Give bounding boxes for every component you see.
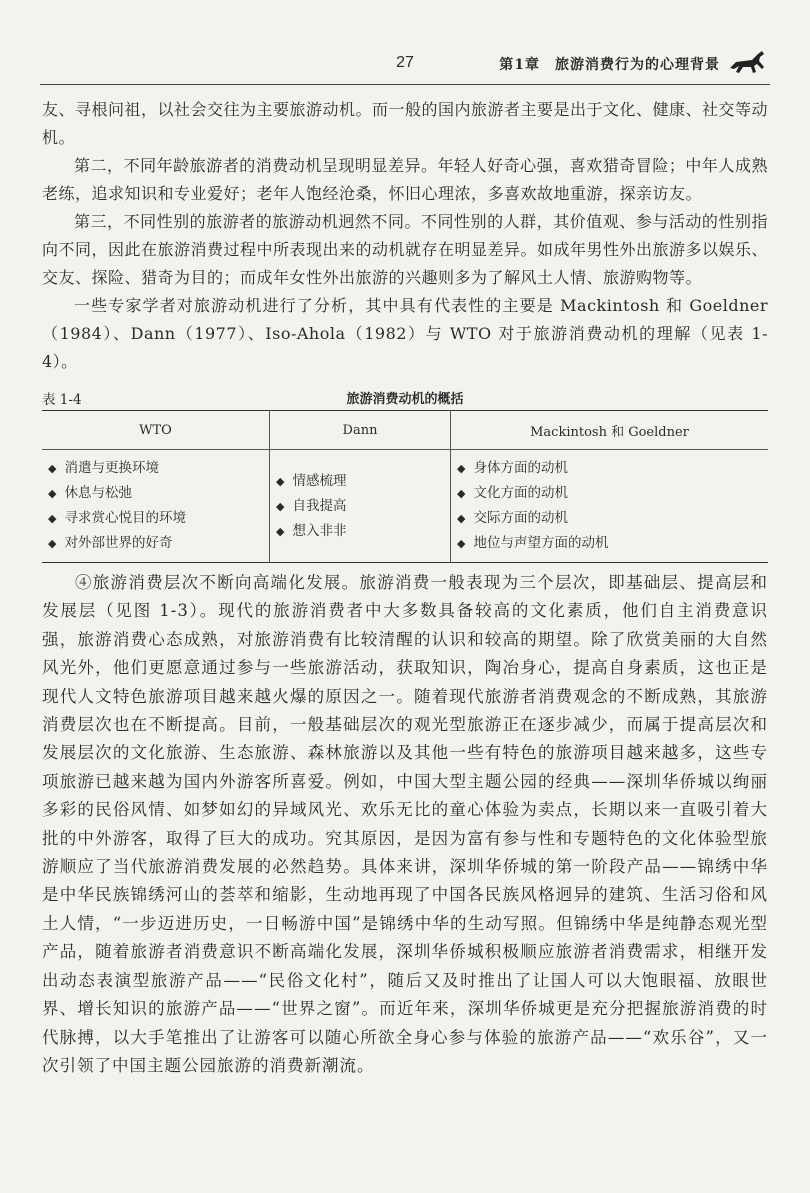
table-label: 表 1-4 (42, 392, 82, 408)
diamond-bullet-icon: ◆ (457, 512, 466, 525)
table-caption (42, 384, 768, 410)
list-item: ◆ 地位与声望方面的动机 (457, 535, 609, 551)
list-item: ◆ 对外部世界的好奇 (48, 535, 173, 551)
diamond-bullet-icon: ◆ (457, 487, 466, 500)
diamond-bullet-icon: ◆ (48, 487, 57, 500)
diamond-bullet-icon: ◆ (276, 524, 285, 538)
mackintosh-cell (451, 450, 769, 563)
diamond-bullet-icon: ◆ (48, 512, 57, 525)
list-item: ◆ 休息与松弛 (48, 485, 132, 501)
paragraph-1: 友、寻根问祖，以社会交往为主要旅游动机。而一般的国内旅游者主要是出于文化、健康、社交等动机。 (42, 100, 769, 147)
diamond-bullet-icon: ◆ (276, 474, 285, 488)
diamond-bullet-icon: ◆ (457, 537, 466, 550)
diamond-bullet-icon: ◆ (48, 537, 57, 550)
header-dann: Dann (270, 411, 451, 450)
dann-cell (270, 450, 451, 563)
list-item: ◆ 想入非非 (276, 522, 347, 539)
page-header (40, 44, 770, 85)
diamond-bullet-icon: ◆ (48, 462, 57, 475)
chapter-title: 第1章 旅游消费行为的心理背景 (499, 57, 720, 73)
table-row (42, 450, 768, 563)
list-item: ◆ 身体方面的动机 (457, 460, 568, 476)
wto-cell (42, 450, 270, 563)
table-header-row (42, 411, 768, 450)
header-mackintosh: Mackintosh 和 Goeldner (451, 411, 769, 450)
page-number: 27 (396, 54, 414, 71)
header-wto: WTO (42, 411, 270, 450)
table-title: 旅游消费动机的概括 (346, 392, 464, 407)
paragraph-4: 一些专家学者对旅游动机进行了分析，其中具有代表性的主要是 Mackintosh 和 Goeldner（1984）、Dann（1977）、Iso-Ahola（1982）与 WTO 对于旅游消费动机的理解（见表 1-4）。 (42, 296, 768, 371)
diamond-bullet-icon: ◆ (457, 462, 466, 475)
motives-table (42, 410, 768, 563)
horse-icon (726, 48, 770, 78)
list-item: ◆ 情感梳理 (276, 472, 347, 489)
paragraph-2: 第二，不同年龄旅游者的消费动机呈现明显差异。年轻人好奇心强，喜欢猎奇冒险；中年人成熟老练，追求知识和专业爱好；老年人饱经沧桑，怀旧心理浓，多喜欢故地重游，探亲访友。 (42, 156, 768, 203)
list-item: ◆ 交际方面的动机 (457, 510, 568, 526)
list-item: ◆ 消遣与更换环境 (48, 460, 159, 476)
paragraph-3: 第三，不同性别的旅游者的旅游动机迥然不同。不同性别的人群，其价值观、参与活动的性别指向不同，因此在旅游消费过程中所表现出来的动机就存在明显差异。如成年男性外出旅游多以娱乐、交友、探险、猎奇为目的；而成年女性外出旅游的兴趣则多为了解风土人情、旅游购物等。 (42, 212, 769, 287)
list-item: ◆ 文化方面的动机 (457, 485, 568, 501)
list-item: ◆ 自我提高 (276, 497, 347, 514)
page-content (42, 96, 768, 1080)
list-item: ◆ 寻求赏心悦目的环境 (48, 510, 186, 526)
diamond-bullet-icon: ◆ (276, 499, 285, 513)
paragraph-5: ④旅游消费层次不断向高端化发展。旅游消费一般表现为三个层次，即基础层、提高层和发展层（见图 1-3）。现代的旅游消费者中大多数具备较高的文化素质，他们自主消费意识强，旅游消费心态成熟，对旅游消费有比较清醒的认识和较高的期望。除了欣赏美丽的大自然风光外，他们更愿意通过参与一些旅游活动，获取知识，陶冶身心，提高自身素质，这也正是现代人文特色旅游项目越来越火爆的原因之一。随着现代旅游者消费观念的不断成熟，其旅游消费层次也在不断提高。目前，一般基础层次的观光型旅游正在逐步减少，而属于提高层次和发展层次的文化旅游、生态旅游、森林旅游以及其他一些有特色的旅游项目越来越多，这些专项旅游已越来越为国内外游客所喜爱。例如，中国大型主题公园的经典——深圳华侨城以绚丽多彩的民俗风情、如梦如幻的异域风光、欢乐无比的童心体验为卖点，长期以来一直吸引着大批的中外游客，取得了巨大的成功。究其原因，是因为富有参与性和专题特色的文化体验型旅游顺应了当代旅游消费发展的必然趋势。具体来讲，深圳华侨城的第一阶段产品——锦绣中华是中华民族锦绣河山的荟萃和缩影，生动地再现了中国各民族风格迥异的建筑、生活习俗和风土人情，“一步迈进历史，一日畅游中国”是锦绣中华的生动写照。但锦绣中华是纯静态观光型产品，随着旅游者消费意识不断高端化发展，深圳华侨城积极顺应旅游者消费需求，相继开发出动态表演型旅游产品——“民俗文化村”，随后又及时推出了让国人可以大饱眼福、放眼世界、增长知识的旅游产品——“世界之窗”。而近年来，深圳华侨城更是充分把握旅游消费的时代脉搏，以大手笔推出了让游客可以随心所欲全身心参与体验的旅游产品——“欢乐谷”，又一次引领了中国主题公园旅游的消费新潮流。 (42, 573, 768, 1075)
